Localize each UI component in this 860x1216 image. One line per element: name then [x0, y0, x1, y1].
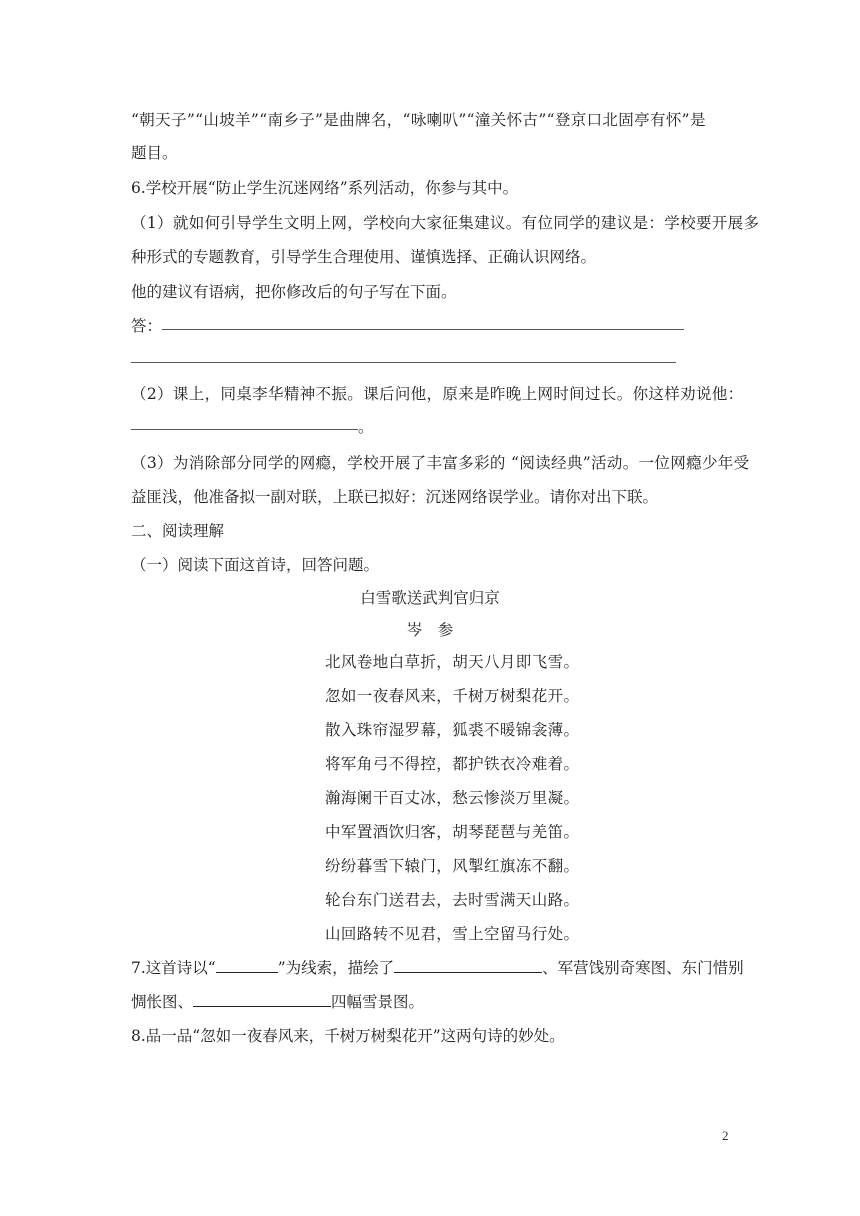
page-number: 2 — [722, 1128, 729, 1143]
poem-line: 轮台东门送君去，去时雪满天山路。 — [325, 891, 580, 909]
poem-line: 忽如一夜春风来，千树万树梨花开。 — [325, 687, 580, 705]
question-7-text: 7.这首诗以“ — [131, 959, 216, 977]
blank-clue[interactable] — [216, 958, 278, 973]
answer-line-3[interactable] — [131, 429, 358, 430]
paragraph-line: 。 — [358, 418, 374, 436]
answer-line-2[interactable] — [131, 362, 676, 363]
poem-line: 将军角弓不得控，都护铁衣冷难着。 — [325, 755, 580, 773]
section-subheading: （一）阅读下面这首诗，回答问题。 — [131, 556, 380, 574]
question-7 — [131, 958, 744, 978]
poem-line: 山回路转不见君，雪上空留马行处。 — [325, 925, 580, 943]
paragraph-line: 种形式的专题教育，引导学生合理使用、谨慎选择、正确认识网络。 — [131, 248, 597, 266]
poem-line: 纷纷暮雪下辕门，风掣红旗冻不翻。 — [325, 857, 580, 875]
question-6-2: （2）课上，同桌李华精神不振。课后问他，原来是昨晚上网时间过长。你这样劝说他： — [131, 385, 744, 403]
section-heading: 二、阅读理解 — [131, 522, 225, 540]
question-6-1: （1）就如何引导学生文明上网，学校向大家征集建议。有位同学的建议是：学校要开展多 — [131, 214, 760, 232]
blank-scene-1[interactable] — [394, 958, 542, 973]
poem-author: 岑 参 — [406, 621, 454, 639]
poem-line: 北风卷地白草折，胡天八月即飞雪。 — [325, 653, 580, 671]
paragraph-line: 益匪浅，他准备拟一副对联，上联已拟好：沉迷网络误学业。请你对出下联。 — [131, 488, 659, 506]
poem-title: 白雪歌送武判官归京 — [360, 589, 500, 607]
paragraph-line: 题目。 — [131, 144, 178, 162]
question-7-text: 、军营饯别奇寒图、东门惜别 — [542, 959, 744, 977]
poem-line: 散入珠帘湿罗幕，狐裘不暖锦衾薄。 — [325, 721, 580, 739]
paragraph-line: “朝天子”“山坡羊”“南乡子”是曲牌名，“咏喇叭”“潼关怀古”“登京口北固亭有怀”是 — [131, 111, 706, 129]
poem-line: 中军置酒饮归客，胡琴琵琶与羌笛。 — [325, 823, 580, 841]
poem-line: 瀚海阑干百丈冰，愁云惨淡万里凝。 — [325, 789, 580, 807]
question-6-3: （3）为消除部分同学的网瘾，学校开展了丰富多彩的 “阅读经典”活动。一位网瘾少年受 — [131, 454, 750, 472]
answer-label: 答： — [131, 317, 163, 335]
question-7-text: 惆怅图、 — [131, 993, 194, 1011]
question-7-cont — [131, 992, 424, 1012]
question-7-text: 四幅雪景图。 — [331, 993, 425, 1011]
answer-line-1[interactable] — [162, 329, 684, 330]
paragraph-line: 他的建议有语病，把你修改后的句子写在下面。 — [131, 283, 457, 301]
blank-scene-4[interactable] — [193, 992, 331, 1007]
question-8: 8.品一品“忽如一夜春风来，千树万树梨花开”这两句诗的妙处。 — [131, 1027, 565, 1045]
question-7-text: ”为线索，描绘了 — [277, 959, 395, 977]
question-6: 6.学校开展“防止学生沉迷网络”系列活动，你参与其中。 — [131, 179, 519, 197]
